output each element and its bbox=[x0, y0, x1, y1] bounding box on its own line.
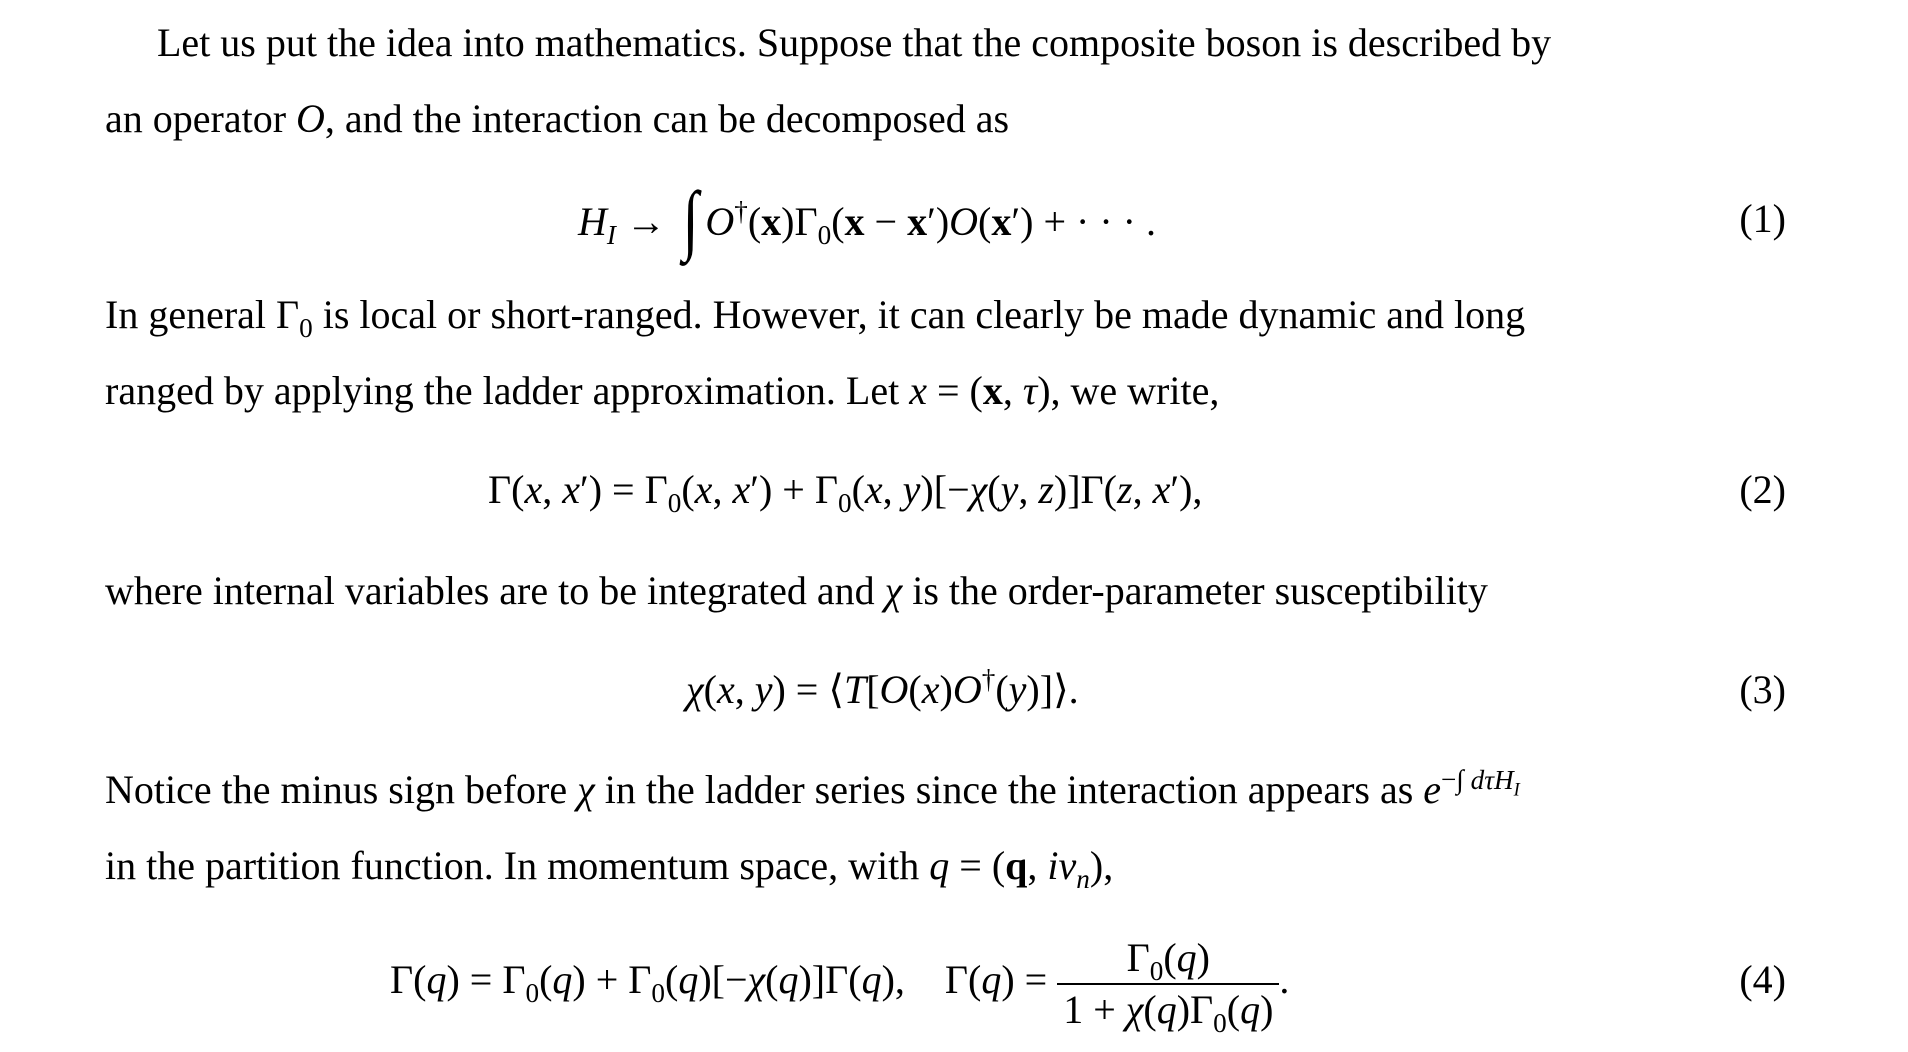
equation-1-number: (1) bbox=[1739, 196, 1786, 241]
susceptibility-line-1a: where internal variables are to be integrated and bbox=[105, 568, 885, 613]
equation-1 bbox=[0, 175, 1908, 262]
ladder-line-2a: ranged by applying the ladder approximation. Let bbox=[105, 368, 910, 413]
equation-2-number: (2) bbox=[1739, 467, 1786, 512]
intro-line-2a: an operator bbox=[105, 96, 297, 141]
ladder-line-1a: In general Γ bbox=[105, 292, 300, 337]
equation-4-body: $\Gamma(q) = \Gamma_0(q) + \Gamma_0(q)[-\chi(q)]\Gamma(q)$, Γ(q) = $\frac{\Gamma_0(q)}{1 + \chi(q)\Gamma_0(q)}$ . bbox=[390, 934, 1290, 1038]
ladder-line-2b: , we write, bbox=[1050, 368, 1220, 413]
equation-2 bbox=[0, 455, 1908, 525]
equation-3-body: χ(x, y) = ⟨T[O(x)O†(y)]⟩. bbox=[686, 664, 1079, 712]
equation-4-number: (4) bbox=[1739, 957, 1786, 1002]
intro-line-2b: , and the interaction can be decomposed as bbox=[324, 96, 1010, 141]
momentum-line-2b: , bbox=[1103, 843, 1114, 888]
equation-4-fraction: $\frac{\Gamma_0(q)}{1 + \chi(q)\Gamma_0(q)}$ bbox=[1057, 933, 1279, 1035]
ladder-line-1b: is local or short-ranged. However, it can clearly be made dynamic and long bbox=[312, 292, 1526, 337]
equation-4 bbox=[0, 930, 1908, 1038]
equation-3 bbox=[0, 655, 1908, 725]
paragraph-susceptibility: where internal variables are to be integrated and χ is the order-parameter susceptibility bbox=[105, 568, 1488, 613]
momentum-line-1b: in the ladder series since the interaction appears as bbox=[594, 767, 1424, 812]
equation-3-number: (3) bbox=[1739, 667, 1786, 712]
equation-1-body: $H_I$ → ∫ $O^\dagger(x)\Gamma_0(x - x')O(x')$ + · · · . bbox=[578, 175, 1156, 262]
paragraph-momentum: Notice the minus sign before χ in the ladder series since the interaction appears as $e^{-\int d\tau H_I}$ in the partition function. In momentum space, with q = (q, $i\nu_n$), bbox=[105, 764, 1520, 894]
equation-2-body: Γ(x, $x') = \Gamma_0(x$, $x') + \Gamma_0(x$, y)[−χ(y, z)]Γ(z, x′), bbox=[488, 467, 1203, 518]
momentum-line-1a: Notice the minus sign before bbox=[105, 767, 578, 812]
paragraph-ladder: In general $\Gamma_0$ is local or short-ranged. However, it can clearly be made dynamic and long ranged by applying the ladder approximation. Let x = (x, τ), we write, bbox=[105, 292, 1526, 413]
susceptibility-line-1b: is the order-parameter susceptibility bbox=[902, 568, 1488, 613]
momentum-line-2a: in the partition function. In momentum space, with bbox=[105, 843, 930, 888]
paragraph-intro: Let us put the idea into mathematics. Suppose that the composite boson is described by an operator O, and the interaction can be decomposed as bbox=[105, 20, 1552, 141]
intro-line-1: Let us put the idea into mathematics. Suppose that the composite boson is described by bbox=[157, 20, 1552, 65]
